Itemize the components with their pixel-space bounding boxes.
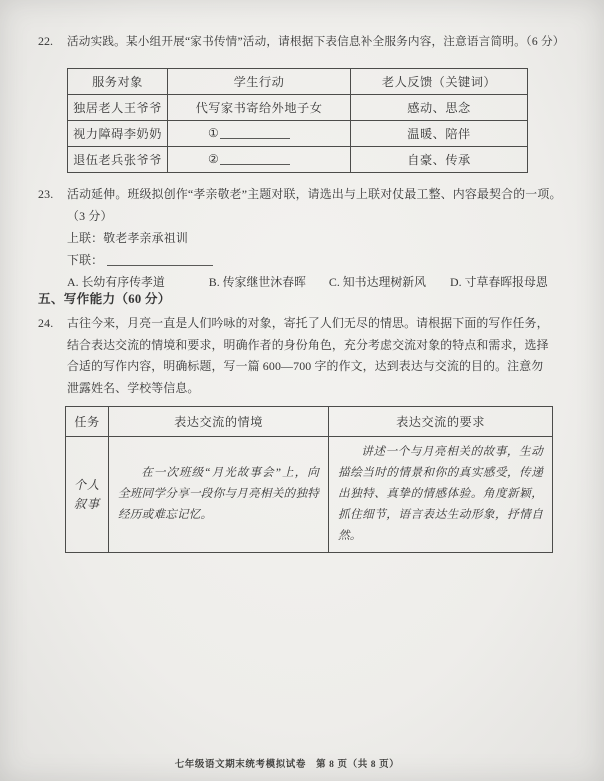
option-c: C. 知书达理树新风 (328, 275, 427, 289)
requirement-cell (329, 437, 553, 553)
table-cell-target: 退伍老兵张爷爷 (68, 147, 168, 173)
task-label-cell: 个人叙事 (66, 437, 109, 553)
option-row (67, 271, 566, 293)
table-header-row (66, 407, 553, 437)
table-header-cell: 服务对象 (68, 69, 168, 95)
table-row (68, 95, 528, 121)
option-a: A. 长幼有序传孝道 (67, 275, 165, 289)
blank-number: ① (208, 126, 220, 140)
blank-number: ② (208, 152, 220, 166)
table-cell-target: 视力障碍李奶奶 (68, 121, 168, 147)
question-number: 22. (38, 34, 53, 48)
table-header-cell: 任务 (66, 407, 109, 437)
blank-line (220, 137, 290, 139)
service-table (67, 68, 528, 173)
question-text: 活动实践。某小组开展“家书传情”活动，请根据下表信息补全服务内容，注意语言简明。（6 分） (67, 35, 565, 48)
table-row (68, 121, 528, 147)
section-title-writing: 五、写作能力（60 分） (38, 292, 171, 306)
requirement-text: 讲述一个与月亮相关的故事，生动描绘当时的情景和你的真实感受，传递出独特、真挚的情感体验。角度新颖，抓住细节，语言表达生动形象，抒情自然。 (338, 445, 543, 543)
table-header-cell: 学生行动 (168, 69, 351, 95)
table-cell-target: 独居老人王爷爷 (68, 95, 168, 121)
question-23 (38, 183, 566, 293)
blank-line (220, 163, 290, 165)
situation-text: 在一次班级“月光故事会”上，向全班同学分享一段你与月亮相关的独特经历或难忘记忆。 (118, 466, 319, 522)
table-cell-action (168, 121, 351, 147)
question-text-line: 结合表达交流的情境和要求，明确作者的身份角色，充分考虑交流对象的特点和需求，选择 (67, 337, 549, 352)
question-text: 活动延伸。班级拟创作“孝亲敬老”主题对联，请选出与上联对仗最工整、内容最契合的一项。 (67, 187, 562, 201)
lower-couplet (67, 249, 566, 271)
table-header-cell: 表达交流的要求 (329, 407, 553, 437)
question-23-stem (38, 183, 566, 205)
lower-couplet-label: 下联： (67, 253, 104, 267)
page-footer: 七年级语文期末统考模拟试卷 第 8 页（共 8 页） (174, 760, 400, 770)
question-number: 24. (38, 316, 54, 330)
table-header-cell: 表达交流的情境 (109, 407, 329, 437)
table-cell-feedback: 自豪、传承 (351, 147, 528, 173)
table-cell-action (168, 147, 351, 173)
page-content (38, 0, 566, 553)
option-d: D. 寸草春晖报母恩 (450, 275, 548, 289)
question-text-line: 合适的写作内容，明确标题，写一篇 600—700 字的作文，达到表达与交流的目的。注意勿 (67, 359, 544, 374)
score-note: （3 分） (67, 209, 113, 223)
table-header-row (68, 69, 528, 95)
question-number: 23. (38, 187, 54, 201)
table-row (66, 437, 553, 553)
situation-cell (109, 437, 329, 553)
table-cell-feedback: 温暖、陪伴 (351, 121, 528, 147)
table-cell-feedback: 感动、思念 (351, 95, 528, 121)
table-cell-action: 代写家书寄给外地子女 (168, 95, 351, 121)
upper-couplet: 上联：敬老孝亲承祖训 (67, 231, 188, 245)
writing-task-table (65, 406, 553, 553)
question-text-line: 泄露姓名、学校等信息。 (67, 380, 200, 395)
option-b: B. 传家继世沐春晖 (208, 275, 306, 289)
table-row (68, 147, 528, 173)
question-22 (38, 33, 566, 50)
lower-couplet-blank (107, 264, 213, 266)
question-text-line: 古往今来，月亮一直是人们吟咏的对象，寄托了人们无尽的情思。请根据下面的写作任务， (67, 316, 549, 330)
table-header-cell: 老人反馈（关键词） (351, 69, 528, 95)
question-text (67, 313, 566, 399)
question-24 (38, 313, 566, 399)
